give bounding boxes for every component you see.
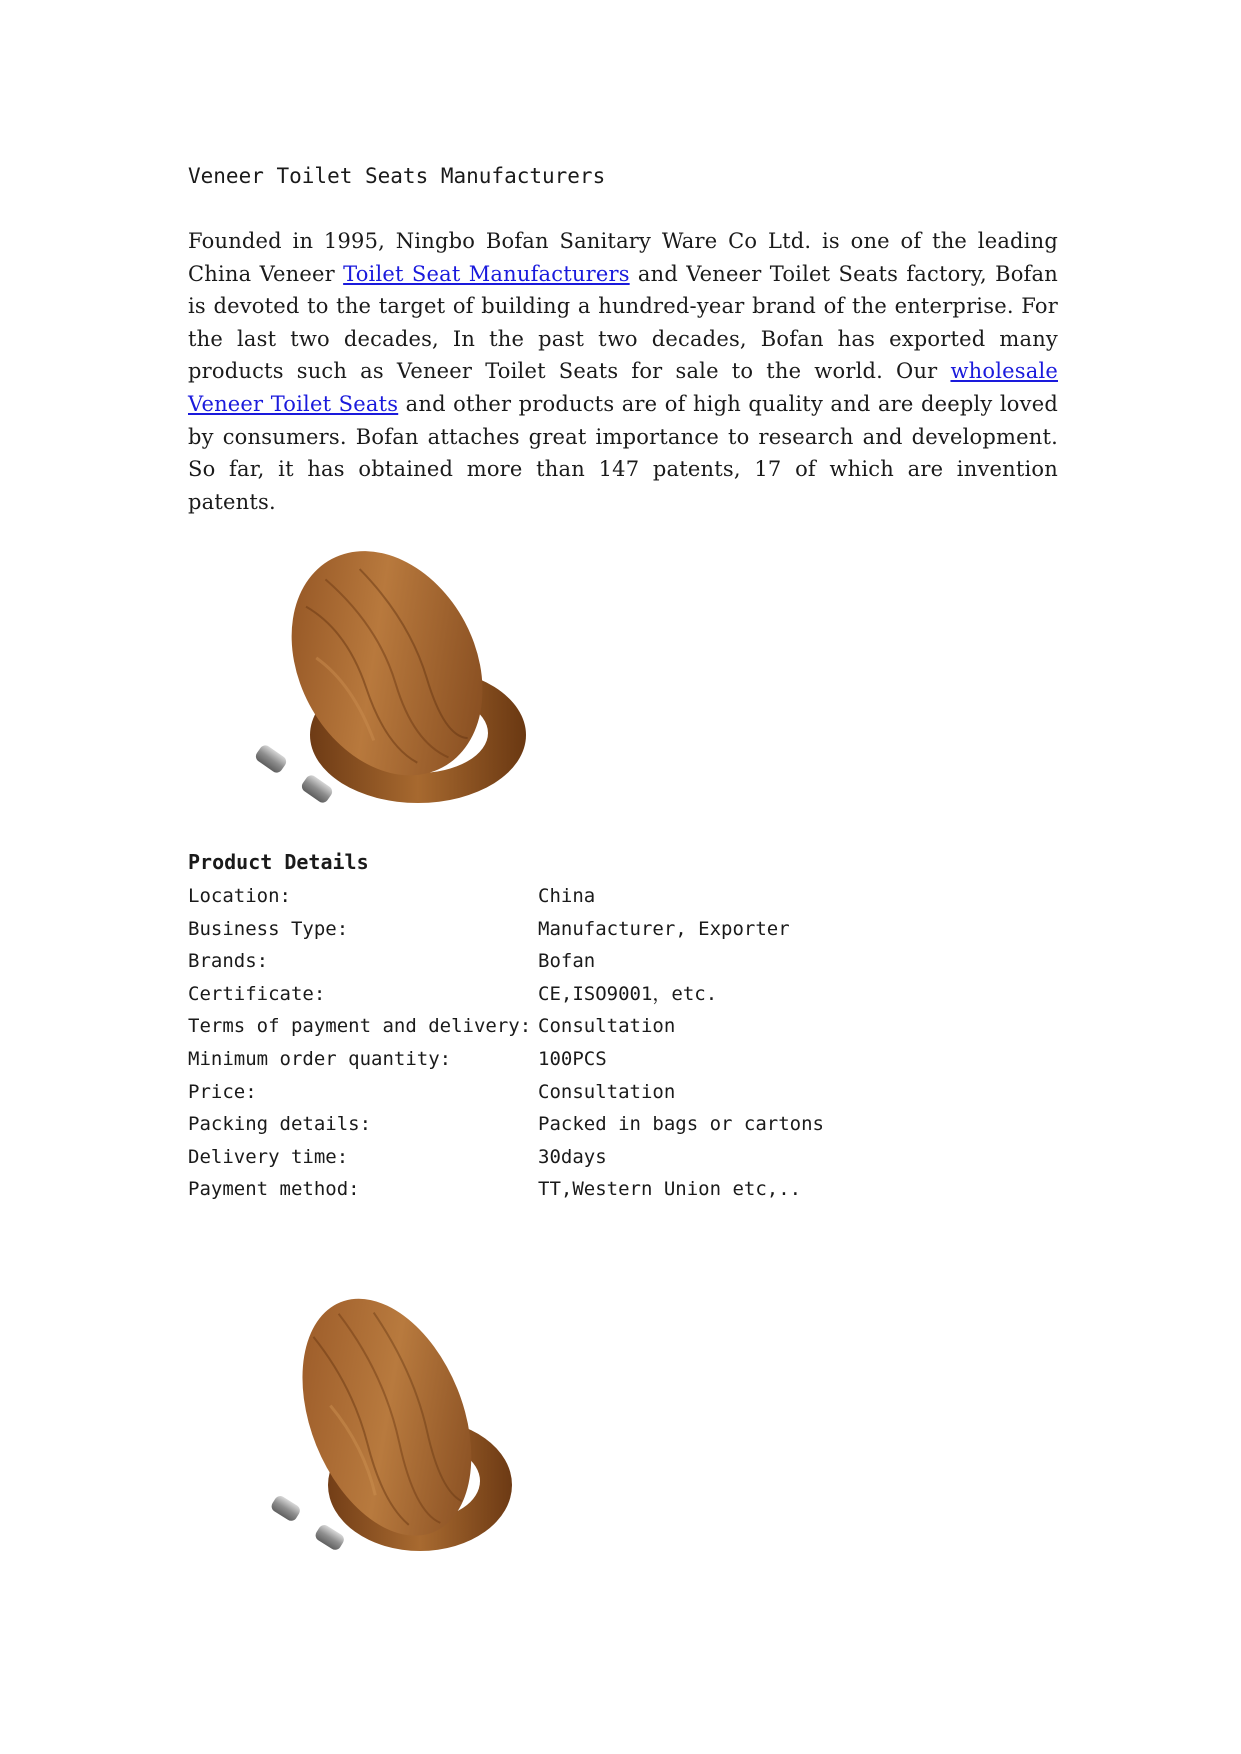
- detail-row: [188, 913, 1058, 946]
- detail-row: [188, 978, 1058, 1011]
- detail-row: [188, 1043, 1058, 1076]
- detail-value: 30days: [538, 1145, 607, 1168]
- page-title: Veneer Toilet Seats Manufacturers: [188, 164, 606, 188]
- detail-key: Packing details:: [188, 1113, 372, 1136]
- intro-text-3: and other products are of high quality and are deeply loved by consumers. Bofan attaches great importance to research and development. So far, it has obtained more than 147 patents, 17 of which are invention patents.: [188, 391, 1058, 514]
- detail-value: China: [538, 885, 596, 907]
- detail-row: [188, 1076, 1058, 1109]
- detail-key: Terms of payment and delivery:: [188, 1015, 532, 1038]
- veneer-toilet-seat-image-1: [248, 545, 528, 810]
- intro-text-1: Founded in 1995, Ningbo Bofan Sanitary Ware Co Ltd. is one of the leading China Veneer: [188, 229, 1058, 286]
- detail-row: [188, 1010, 1058, 1043]
- intro-paragraph: [188, 225, 1058, 518]
- product-details-heading: Product Details: [188, 850, 369, 874]
- detail-row: [188, 1108, 1058, 1141]
- detail-key: Business Type:: [188, 917, 349, 940]
- detail-key: Delivery time:: [188, 1145, 349, 1168]
- detail-key: Certificate:: [188, 982, 326, 1005]
- detail-row: [188, 945, 1058, 978]
- detail-key: Price:: [188, 1080, 257, 1103]
- detail-value: Packed in bags or cartons: [538, 1113, 824, 1136]
- detail-value: CE,ISO9001，etc.: [538, 982, 718, 1005]
- detail-key: Minimum order quantity:: [188, 1047, 452, 1070]
- product-details-table: [188, 880, 1058, 1206]
- detail-key: Location:: [188, 885, 291, 907]
- detail-row: [188, 1141, 1058, 1174]
- detail-value: Manufacturer, Exporter: [538, 917, 790, 940]
- detail-value: Consultation: [538, 1015, 676, 1038]
- detail-value: 100PCS: [538, 1047, 607, 1070]
- detail-key: Payment method:: [188, 1178, 360, 1201]
- detail-row: [188, 1173, 1058, 1206]
- detail-value: Consultation: [538, 1080, 676, 1103]
- toilet-seat-manufacturers-link[interactable]: Toilet Seat Manufacturers: [343, 261, 630, 286]
- veneer-toilet-seat-image-2: [270, 1295, 520, 1565]
- detail-value: TT,Western Union etc,..: [538, 1178, 802, 1201]
- intro-text-2: and Veneer Toilet Seats factory, Bofan is devoted to the target of building a hundred-year brand of the enterprise. For the last two decades, In the past two decades, Bofan has exported many products such as Veneer Toilet Seats for sale to the world. Our: [188, 261, 1058, 384]
- detail-row: [188, 880, 1058, 913]
- wholesale-veneer-toilet-seats-link[interactable]: wholesale Veneer Toilet Seats: [188, 359, 1058, 416]
- detail-value: Bofan: [538, 950, 596, 973]
- detail-key: Brands:: [188, 950, 269, 973]
